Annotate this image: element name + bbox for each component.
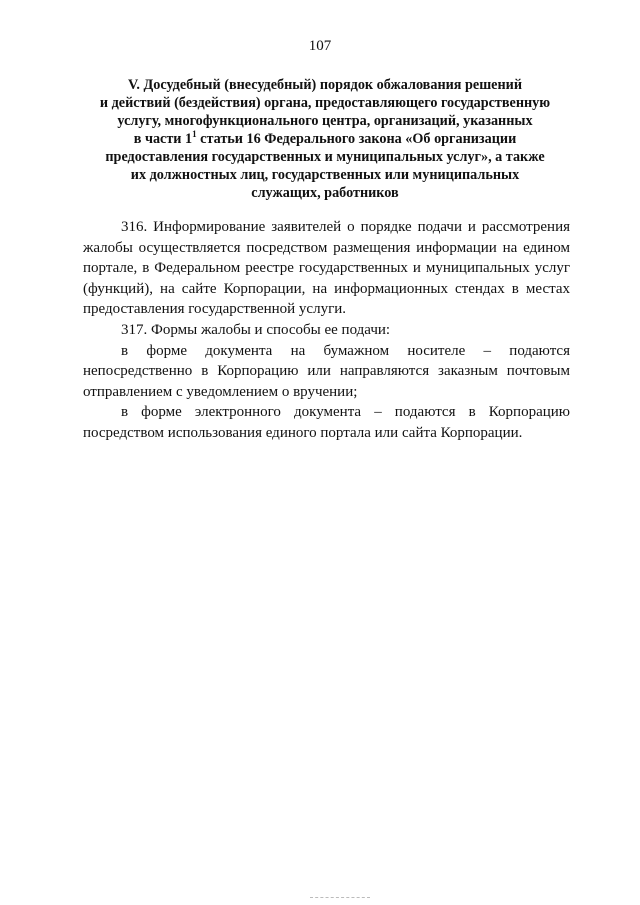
heading-text: статьи 16 Федерального закона «Об организации bbox=[196, 131, 517, 147]
text-line: 317. Формы жалобы и способы ее подачи: bbox=[121, 321, 391, 338]
paragraph-316 bbox=[83, 217, 570, 320]
scan-artifact bbox=[310, 897, 370, 899]
heading-line bbox=[80, 130, 570, 148]
text-line: посредством использования единого портала или сайта Корпорации. bbox=[83, 424, 523, 441]
heading-line: и действий (бездействия) органа, предоставляющего государственную bbox=[99, 95, 551, 111]
page-number: 107 bbox=[308, 38, 332, 54]
text-line: в форме документа на бумажном носителе – подаются bbox=[121, 342, 570, 359]
text-line: жалобы осуществляется посредством размещения информации на едином bbox=[83, 239, 570, 256]
text-line: отправлением с уведомлением о вручении; bbox=[83, 383, 358, 400]
heading-line: V. Досудебный (внесудебный) порядок обжалования решений bbox=[128, 77, 522, 93]
heading-line: их должностных лиц, государственных или муниципальных bbox=[130, 167, 520, 183]
paragraph-317 bbox=[83, 320, 570, 341]
heading-text: в части 1 bbox=[133, 131, 193, 147]
text-line: 316. Информирование заявителей о порядке подачи и рассмотрения bbox=[121, 219, 570, 235]
superscript: 1 bbox=[192, 129, 197, 139]
heading-line: услугу, многофункционального центра, организаций, указанных bbox=[117, 113, 533, 129]
heading-line: предоставления государственных и муниципальных услуг», а также bbox=[105, 149, 545, 165]
text-line: непосредственно в Корпорацию или направляются заказным почтовым bbox=[83, 363, 570, 380]
section-heading bbox=[80, 76, 570, 202]
list-item-paper bbox=[83, 341, 570, 403]
text-line: предоставления государственной услуги. bbox=[83, 301, 347, 318]
list-item-electronic bbox=[83, 402, 570, 443]
text-line: в форме электронного документа – подаются в Корпорацию bbox=[121, 404, 570, 421]
heading-line: служащих, работников bbox=[251, 185, 399, 201]
text-line: (функций), на сайте Корпорации, на информационных стендах в местах bbox=[83, 280, 570, 297]
body-text bbox=[83, 217, 570, 444]
text-line: портале, в Федеральном реестре государственных и муниципальных услуг bbox=[83, 260, 570, 277]
